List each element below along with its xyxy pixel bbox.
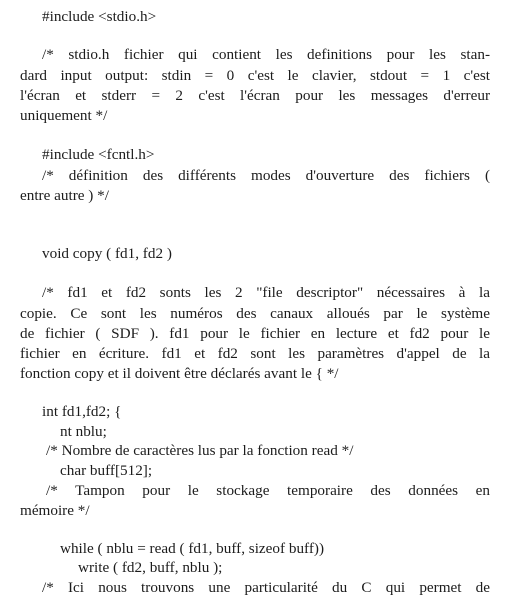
- comment-fd-line-5: fonction copy et il doivent être déclarés avant le { */: [20, 365, 339, 382]
- comment-fd-line-4: fichier en écriture. fd1 et fd2 sont les paramètres d'appel de la: [20, 345, 490, 362]
- comment-fcntl-line-2: entre autre ) */: [20, 187, 109, 204]
- buffer-comment-line-1: /* Tampon pour le stockage temporaire des données en: [46, 482, 490, 499]
- function-signature-line: void copy ( fd1, fd2 ): [42, 245, 172, 262]
- comment-stdio-line-4: uniquement */: [20, 107, 108, 124]
- while-loop-line: while ( nblu = read ( fd1, buff, sizeof buff)): [60, 540, 325, 557]
- comment-stdio-line-1: /* stdio.h fichier qui contient les definitions pour les stan-: [42, 46, 490, 63]
- include-fcntl-line: #include <fcntl.h>: [42, 146, 155, 163]
- buffer-comment-line-2: mémoire */: [20, 502, 90, 519]
- comment-fcntl-line-1: /* définition des différents modes d'ouverture des fichiers (: [42, 167, 490, 184]
- buffer-declaration-line: char buff[512];: [60, 462, 153, 479]
- int-declaration-line: int fd1,fd2; {: [42, 403, 122, 420]
- write-call-line: write ( fd2, buff, nblu );: [78, 559, 223, 576]
- nblu-declaration-line: nt nblu;: [60, 423, 107, 440]
- comment-stdio-line-3: l'écran et stderr = 2 c'est l'écran pour les messages d'erreur: [20, 87, 490, 104]
- particularity-comment-line: /* Ici nous trouvons une particularité du C qui permet de: [42, 579, 490, 596]
- comment-fd-line-2: copie. Ce sont les numéros des canaux alloués par le système: [20, 305, 490, 322]
- include-stdio-line: #include <stdio.h>: [42, 8, 157, 25]
- comment-fd-line-1: /* fd1 et fd2 sonts les 2 "file descriptor" nécessaires à la: [42, 284, 490, 301]
- comment-fd-line-3: de fichier ( SDF ). fd1 pour le fichier en lecture et fd2 pour le: [20, 325, 490, 342]
- nblu-comment-line: /* Nombre de caractères lus par la fonction read */: [46, 442, 354, 459]
- comment-stdio-line-2: dard input output: stdin = 0 c'est le clavier, stdout = 1 c'est: [20, 67, 490, 84]
